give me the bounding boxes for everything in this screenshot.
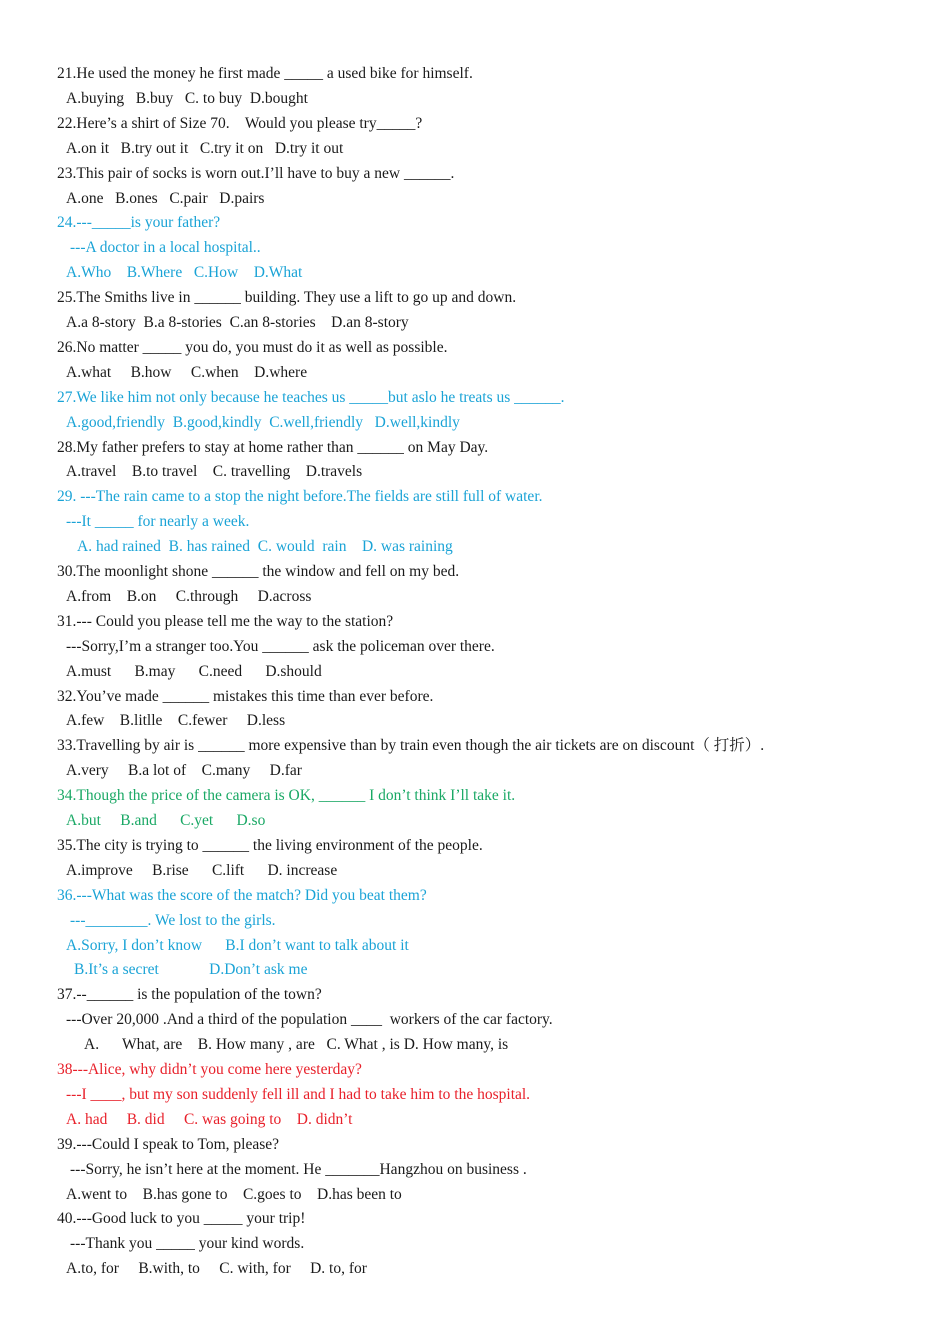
line-q40-answer: ---Thank you _____ your kind words.: [70, 1235, 305, 1253]
line-q22-options: A.on it B.try out it C.try it on D.try it out: [66, 139, 344, 157]
line-q37-answer: ---Over 20,000 .And a third of the population ____ workers of the car factory.: [66, 1011, 553, 1029]
line-q38-answer: ---I ____, but my son suddenly fell ill and I had to take him to the hospital.: [66, 1085, 531, 1103]
line-q22: 22.Here’s a shirt of Size 70. Would you please try_____?: [57, 114, 423, 132]
line-q30: 30.The moonlight shone ______ the window and fell on my bed.: [57, 563, 460, 580]
line-q38-options: A. had B. did C. was going to D. didn’t: [66, 1110, 353, 1128]
line-q34: 34.Though the price of the camera is OK, ______ I don’t think I’ll take it.: [57, 787, 516, 805]
line-q38: 38---Alice, why didn’t you come here yesterday?: [57, 1061, 362, 1078]
line-q24-answer: ---A doctor in a local hospital..: [70, 239, 261, 257]
line-q31: 31.--- Could you please tell me the way to the station?: [57, 612, 394, 630]
line-q37: 37.--______ is the population of the town?: [57, 986, 322, 1004]
line-q33: 33.Travelling by air is ______ more expensive than by train even though the air tickets are on discount（ 打折）.: [57, 737, 765, 755]
line-q30-options: A.from B.on C.through D.across: [66, 587, 312, 605]
line-q39-answer: ---Sorry, he isn’t here at the moment. He _______Hangzhou on business .: [70, 1160, 527, 1178]
line-q24: 24.---_____is your father?: [57, 214, 221, 232]
line-q35-options: A.improve B.rise C.lift D. increase: [66, 861, 338, 879]
line-q27: 27.We like him not only because he teaches us _____but aslo he treats us ______.: [57, 388, 565, 406]
line-q36: 36.---What was the score of the match? Did you beat them?: [57, 886, 427, 904]
line-q28-options: A.travel B.to travel C. travelling D.travels: [66, 463, 363, 481]
line-q25-options: A.a 8-story B.a 8-stories C.an 8-stories D.an 8-story: [66, 314, 409, 331]
line-q21-options: A.buying B.buy C. to buy D.bought: [66, 89, 308, 107]
line-q31-options: A.must B.may C.need D.should: [66, 662, 322, 680]
line-q29-answer: ---It _____ for nearly a week.: [66, 513, 250, 531]
line-q36-answer: ---________. We lost to the girls.: [70, 911, 276, 929]
line-q39: 39.---Could I speak to Tom, please?: [57, 1135, 280, 1153]
line-q23: 23.This pair of socks is worn out.I’ll have to buy a new ______.: [57, 164, 455, 182]
line-q29-options: A. had rained B. has rained C. would rain D. was raining: [77, 538, 453, 556]
line-q32: 32.You’ve made ______ mistakes this time than ever before.: [57, 687, 434, 705]
line-q35: 35.The city is trying to ______ the living environment of the people.: [57, 836, 483, 854]
line-q36-options-1: A.Sorry, I don’t know B.I don’t want to talk about it: [66, 936, 409, 954]
line-q21: 21.He used the money he first made _____ a used bike for himself.: [57, 65, 473, 82]
line-q26: 26.No matter _____ you do, you must do it as well as possible.: [57, 338, 448, 356]
line-q29: 29. ---The rain came to a stop the night before.The fields are still full of water.: [57, 488, 543, 506]
line-q36-options-2: B.It’s a secret D.Don’t ask me: [74, 961, 308, 979]
line-q37-options: A. What, are B. How many , are C. What , is D. How many, is: [84, 1036, 509, 1054]
line-q25: 25.The Smiths live in ______ building. They use a lift to go up and down.: [57, 289, 517, 307]
line-q27-options: A.good,friendly B.good,kindly C.well,friendly D.well,kindly: [66, 413, 460, 431]
line-q34-options: A.but B.and C.yet D.so: [66, 812, 266, 829]
line-q28: 28.My father prefers to stay at home rather than ______ on May Day.: [57, 438, 489, 456]
line-q24-options: A.Who B.Where C.How D.What: [66, 264, 303, 282]
line-q39-options: A.went to B.has gone to C.goes to D.has been to: [66, 1185, 402, 1203]
line-q26-options: A.what B.how C.when D.where: [66, 363, 308, 381]
line-q33-options: A.very B.a lot of C.many D.far: [66, 762, 302, 780]
line-q32-options: A.few B.litlle C.fewer D.less: [66, 712, 286, 730]
line-q23-options: A.one B.ones C.pair D.pairs: [66, 189, 265, 207]
line-q40: 40.---Good luck to you _____ your trip!: [57, 1210, 306, 1228]
line-q40-options: A.to, for B.with, to C. with, for D. to, for: [66, 1260, 367, 1278]
line-q31-answer: ---Sorry,I’m a stranger too.You ______ ask the policeman over there.: [66, 637, 495, 655]
